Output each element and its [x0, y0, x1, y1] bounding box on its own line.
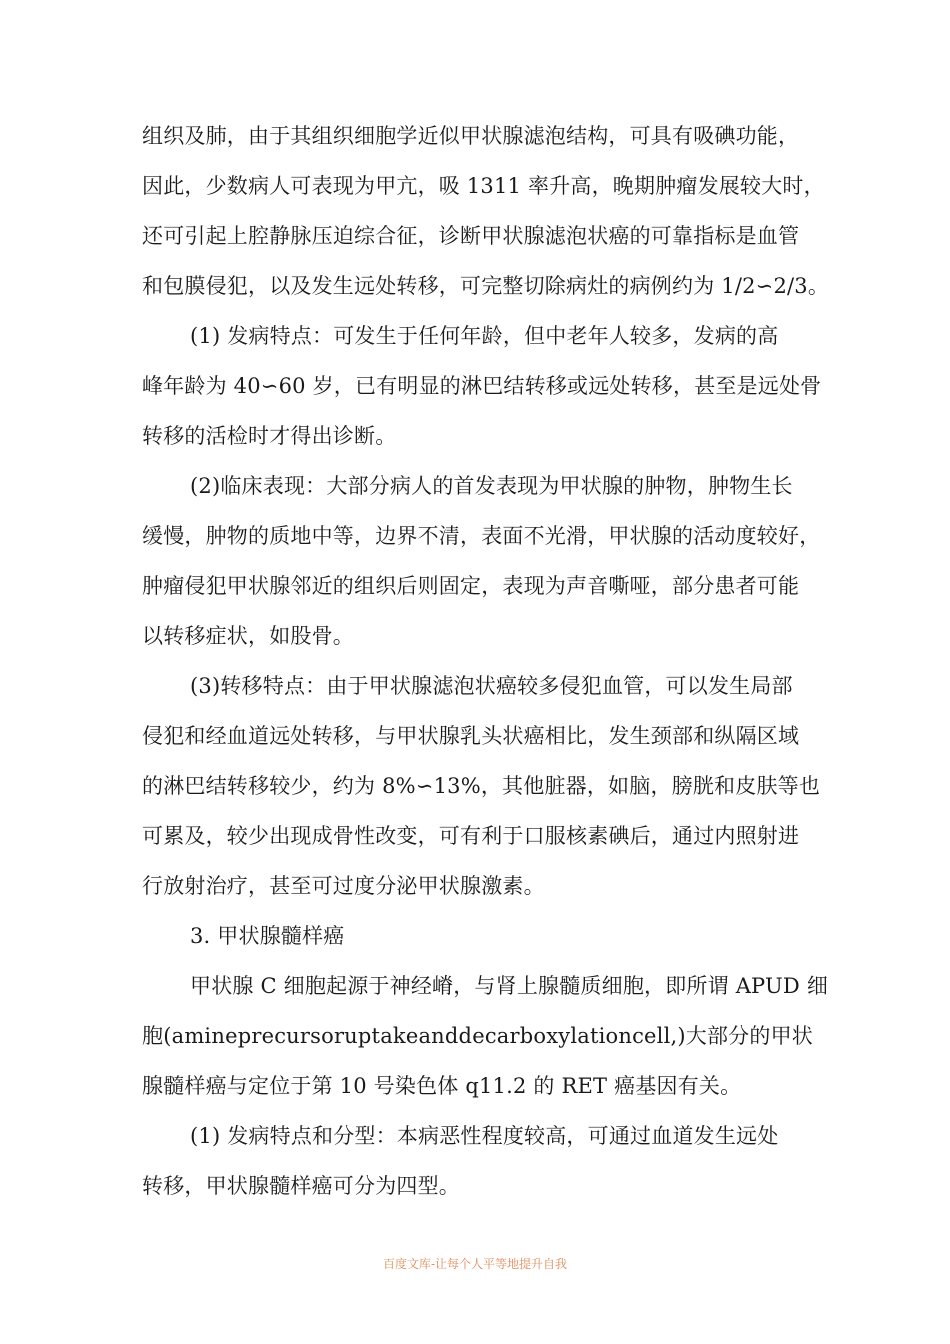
- text-line: 组织及肺，由于其组织细胞学近似甲状腺滤泡结构，可具有吸碘功能，: [142, 124, 800, 148]
- text-line: 因此，少数病人可表现为甲亢，吸 1311 率升高，晚期肿瘤发展较大时，: [142, 174, 825, 198]
- text-line: 腺髓样癌与定位于第 10 号染色体 q11.2 的 RET 癌基因有关。: [142, 1074, 742, 1098]
- text-line: (1) 发病特点和分型：本病恶性程度较高，可通过血道发生远处: [190, 1124, 779, 1148]
- text-line: 侵犯和经血道远处转移，与甲状腺乳头状癌相比，发生颈部和纵隔区域: [142, 724, 800, 748]
- text-line: 的淋巴结转移较少，约为 8%∽13%，其他脏器，如脑，膀胱和皮肤等也: [142, 774, 821, 798]
- text-line: 转移，甲状腺髓样癌可分为四型。: [142, 1174, 460, 1198]
- text-line: (1) 发病特点：可发生于任何年龄，但中老年人较多，发病的高: [190, 324, 779, 348]
- text-line: 转移的活检时才得出诊断。: [142, 424, 397, 448]
- text-line: 缓慢，肿物的质地中等，边界不清，表面不光滑，甲状腺的活动度较好，: [142, 524, 821, 548]
- text-line: 和包膜侵犯，以及发生远处转移，可完整切除病灶的病例约为 1/2∽2/3。: [142, 274, 830, 298]
- text-line: 峰年龄为 40∽60 岁，已有明显的淋巴结转移或远处转移，甚至是远处骨: [142, 374, 822, 398]
- text-line: 可累及，较少出现成骨性改变，可有利于口服核素碘后，通过内照射进: [142, 824, 800, 848]
- text-line: 还可引起上腔静脉压迫综合征，诊断甲状腺滤泡状癌的可靠指标是血管: [142, 224, 800, 248]
- section-heading: 3. 甲状腺髓样癌: [190, 924, 345, 948]
- text-line: 胞(amineprecursoruptakeanddecarboxylationcell,)大部分的甲状: [142, 1024, 813, 1048]
- text-line: 肿瘤侵犯甲状腺邻近的组织后则固定，表现为声音嘶哑，部分患者可能: [142, 574, 800, 598]
- text-line: (2)临床表现：大部分病人的首发表现为甲状腺的肿物，肿物生长: [190, 474, 793, 498]
- text-line: (3)转移特点：由于甲状腺滤泡状癌较多侵犯血管，可以发生局部: [190, 674, 793, 698]
- text-line: 以转移症状，如股骨。: [142, 624, 354, 648]
- text-line: 甲状腺 C 细胞起源于神经嵴，与肾上腺髓质细胞，即所谓 APUD 细: [190, 974, 829, 998]
- text-line: 行放射治疗，甚至可过度分泌甲状腺激素。: [142, 874, 545, 898]
- page-footer: 百度文库-让每个人平等地提升自我: [382, 1257, 568, 1271]
